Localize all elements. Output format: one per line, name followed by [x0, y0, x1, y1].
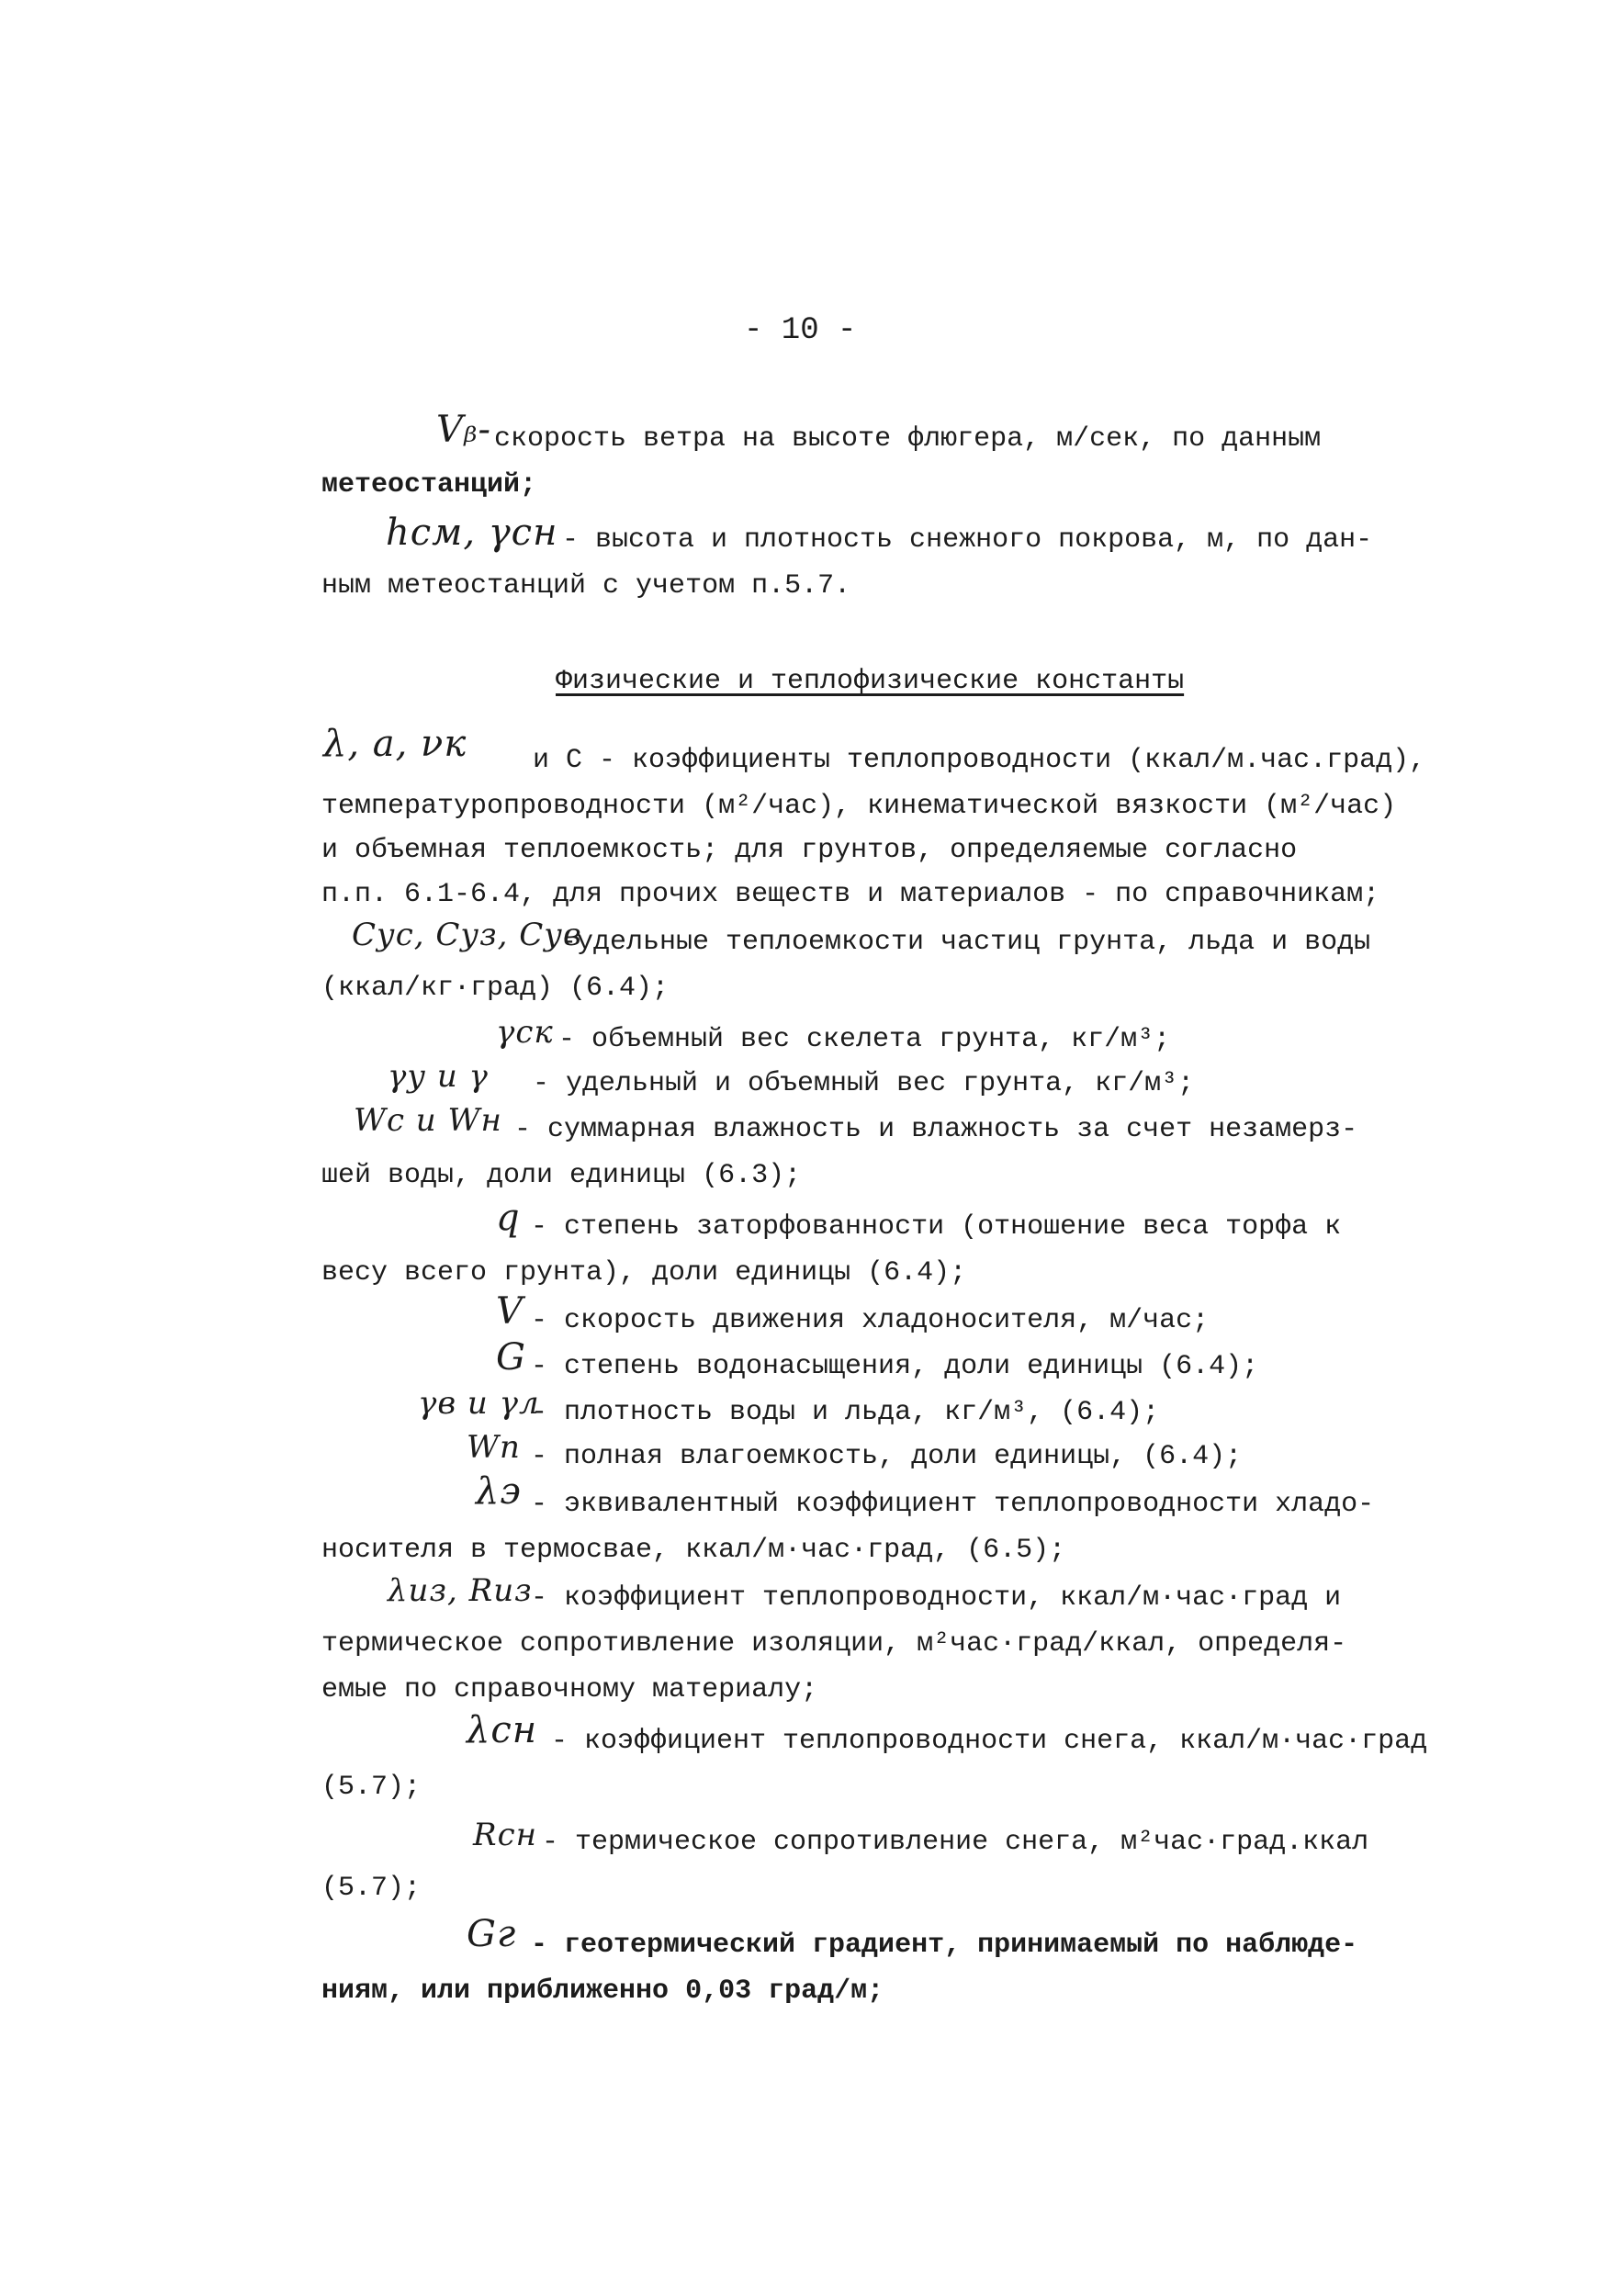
- wc-line-2: шей воды, доли единицы (6.3);: [321, 1160, 802, 1191]
- v-text: - скорость движения хладоносителя, м/час;: [531, 1305, 1210, 1336]
- g-text: - степень водонасыщения, доли единицы (6.4);: [531, 1351, 1259, 1382]
- symbol-hsn: hсм, γсн: [386, 512, 558, 554]
- lambda-line-3: и объемная теплоемкость; для грунтов, определяемые согласно: [321, 835, 1298, 866]
- vf-line-2: метеостанций;: [321, 469, 537, 501]
- q-line-1: - степень заторфованности (отношение веса торфа к: [531, 1211, 1342, 1243]
- page-number: - 10 -: [744, 313, 857, 348]
- gv-text: - плотность воды и льда, кг/м³, (6.4);: [531, 1397, 1160, 1428]
- section-heading: Физические и теплофизические константы: [556, 666, 1185, 697]
- vf-line-1: скорость ветра на высоте флюгера, м/сек, по данным: [494, 423, 1322, 455]
- q-line-2: весу всего грунта), доли единицы (6.4);: [321, 1257, 967, 1289]
- liz-line-2: термическое сопротивление изоляции, м²час·град/ккал, определя-: [321, 1628, 1347, 1660]
- symbol-cyc: Cус, Cуз, Cув: [352, 917, 582, 953]
- symbol-v: V: [496, 1290, 524, 1333]
- symbol-gsk: γск: [496, 1014, 554, 1051]
- le-line-2: носителя в термосвае, ккал/м·час·град, (6.5);: [321, 1535, 1066, 1566]
- symbol-rsn: Rсн: [473, 1817, 538, 1853]
- rsn-line-2: (5.7);: [321, 1873, 422, 1904]
- symbol-gy: γу и γ: [388, 1058, 489, 1095]
- gr-line-2: ниям, или приближенно 0,03 град/м;: [321, 1975, 884, 2007]
- symbol-lambda: λ, a, νк: [323, 723, 467, 765]
- symbol-wc: Wc и Wн: [354, 1102, 502, 1139]
- lambda-line-4: п.п. 6.1-6.4, для прочих веществ и материалов - по справочникам;: [321, 879, 1380, 910]
- symbol-le: λэ: [476, 1470, 522, 1513]
- cyc-line-2: (ккал/кг·град) (6.4);: [321, 973, 670, 1004]
- rsn-line-1: - термическое сопротивление снега, м²час·град.ккал: [542, 1827, 1369, 1858]
- symbol-g: G: [496, 1336, 526, 1379]
- liz-line-1: - коэффициент теплопроводности, ккал/м·час·град и: [531, 1582, 1342, 1614]
- cyc-line-1: -удельные теплоемкости частиц грунта, льда и воды: [560, 927, 1371, 958]
- symbol-q: q: [496, 1197, 521, 1239]
- gsk-text: - объемный вес скелета грунта, кг/м³;: [558, 1024, 1171, 1055]
- wp-text: - полная влагоемкость, доли единицы, (6.4);: [531, 1441, 1243, 1472]
- lsn-line-2: (5.7);: [321, 1772, 422, 1803]
- symbol-liz: λиз, Rиз: [388, 1572, 533, 1609]
- wc-line-1: - суммарная влажность и влажность за счет незамерз-: [514, 1114, 1358, 1145]
- gr-line-1: - геотермический градиент, принимаемый по наблюде-: [531, 1930, 1358, 1961]
- lambda-line-1: и С - коэффициенты теплопроводности (ккал/м.час.град),: [533, 745, 1426, 776]
- symbol-gv: γв и γл: [418, 1385, 540, 1422]
- hsn-line-1: - высота и плотность снежного покрова, м, по дан-: [562, 524, 1373, 556]
- symbol-wp: Wп: [467, 1429, 521, 1466]
- lsn-line-1: - коэффициент теплопроводности снега, ккал/м·час·град: [551, 1726, 1428, 1757]
- symbol-gr: Gг: [467, 1913, 517, 1955]
- hsn-line-2: ным метеостанций с учетом п.5.7.: [321, 570, 851, 602]
- liz-line-3: емые по справочному материалу;: [321, 1674, 818, 1705]
- symbol-lsn: λсн: [467, 1709, 538, 1751]
- symbol-vf: Vᵦ-: [436, 409, 491, 451]
- le-line-1: - эквивалентный коэффициент теплопроводности хладо-: [531, 1489, 1375, 1520]
- lambda-line-2: температуропроводности (м²/час), кинематической вязкости (м²/час): [321, 791, 1397, 822]
- gy-text: - удельный и объемный вес грунта, кг/м³;: [533, 1068, 1195, 1099]
